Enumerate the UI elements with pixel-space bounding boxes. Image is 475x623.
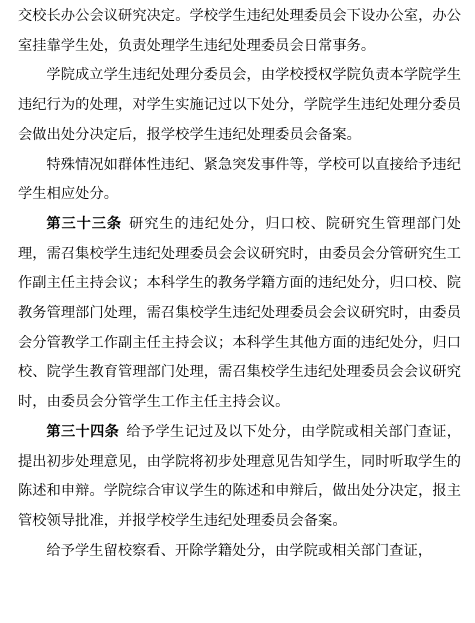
article-33-text: 研究生的违纪处分，归口校、院研究生管理部门处理，需召集校学生违纪处理委员会会议研究时，由委员会分管研究生工作副主任主持会议；本科学生的教务学籍方面的违纪处分，归口校、院教务管理部门处理，需召集校学生违纪处理委员会会议研究时，由委员会分管教学工作副主任主持会议；本科学生其他方面的违纪处分，归口校、院学生教育管理部门处理，需召集校学生违纪处理委员会会议研究时，由委员会分管学生工作主任主持会议。 xyxy=(18,215,461,411)
article-34-text: 给予学生记过及以下处分，由学院或相关部门查证，提出初步处理意见，由学院将初步处理意见告知学生，同时听取学生的陈述和申辩。学院综合审议学生的陈述和申辩后，做出处分决定，报主管校领导批准，并报学校学生违纪处理委员会备案。 xyxy=(18,423,461,529)
article-33-number: 第三十三条 xyxy=(46,215,123,232)
article-34-number: 第三十四条 xyxy=(46,423,120,440)
paragraph-college-subcommittee: 学院成立学生违纪处理分委员会，由学校授权学院负责本学院学生违纪行为的处理，对学生实施记过以下处分，学院学生违纪处理分委员会做出处分决定后，报学校学生违纪处理委员会备案。 xyxy=(18,67,461,143)
article-33 xyxy=(18,210,461,418)
article-34 xyxy=(18,418,461,537)
paragraph-continuation: 交校长办公会议研究决定。学校学生违纪处理委员会下设办公室，办公室挂靠学生处，负责处理学生违纪处理委员会日常事务。 xyxy=(18,8,461,54)
paragraph-expulsion: 给予学生留校察看、开除学籍处分，由学院或相关部门查证， xyxy=(46,542,433,559)
paragraph-special-cases: 特殊情况如群体性违纪、紧急突发事件等，学校可以直接给予违纪学生相应处分。 xyxy=(18,156,461,203)
